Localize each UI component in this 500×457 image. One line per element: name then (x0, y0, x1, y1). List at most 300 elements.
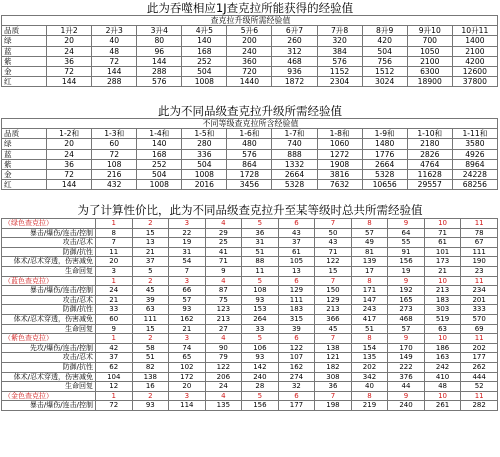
table-row (2, 353, 498, 363)
value-cell: 8 (96, 228, 133, 238)
value-cell: 376 (388, 372, 425, 382)
level-header: 10 (424, 219, 461, 229)
value-cell: 142 (242, 362, 279, 372)
table-row (2, 362, 498, 372)
value-cell: 72 (96, 401, 133, 411)
value-cell: 21 (424, 266, 461, 276)
value-cell: 78 (461, 228, 498, 238)
table-row (2, 305, 498, 315)
value-cell: 282 (461, 401, 498, 411)
value-cell: 29 (205, 228, 242, 238)
value-cell: 22 (169, 228, 206, 238)
value-cell: 55 (388, 238, 425, 248)
level-header: 2 (132, 219, 169, 229)
level-header: 9 (388, 219, 425, 229)
table-row (2, 36, 498, 46)
value-cell: 4200 (452, 56, 497, 66)
value-cell: 240 (388, 401, 425, 411)
value-cell: 168 (182, 46, 227, 56)
value-cell: 3024 (362, 77, 407, 87)
value-cell: 576 (227, 149, 272, 159)
level-header: 2 (132, 334, 169, 344)
value-cell: 7 (96, 238, 133, 248)
column-header: 1-2和 (47, 129, 92, 139)
value-cell: 106 (242, 343, 279, 353)
value-cell: 3456 (227, 180, 272, 190)
value-cell: 20 (47, 139, 92, 149)
value-cell: 93 (242, 295, 279, 305)
table-row (2, 159, 498, 169)
group-name: （紫色查克拉） (2, 334, 96, 344)
table-row (2, 401, 498, 411)
value-cell: 72 (47, 67, 92, 77)
value-cell: 91 (388, 247, 425, 257)
value-cell: 261 (424, 401, 461, 411)
value-cell: 1480 (362, 139, 407, 149)
column-header: 8升9 (362, 26, 407, 36)
stat-label: 攻击/忍术 (2, 295, 96, 305)
value-cell: 150 (315, 286, 352, 296)
value-cell: 24 (205, 382, 242, 392)
value-cell: 2180 (407, 139, 452, 149)
value-cell: 11 (242, 266, 279, 276)
value-cell: 156 (242, 401, 279, 411)
value-cell: 52 (461, 382, 498, 392)
value-cell: 366 (315, 314, 352, 324)
value-cell: 129 (278, 286, 315, 296)
level-header: 3 (169, 334, 206, 344)
level-header: 6 (278, 219, 315, 229)
value-cell: 156 (388, 257, 425, 267)
value-cell: 102 (169, 362, 206, 372)
value-cell: 576 (317, 56, 362, 66)
stat-label: 生命回复 (2, 266, 96, 276)
value-cell: 740 (272, 139, 317, 149)
value-cell: 17 (351, 266, 388, 276)
value-cell: 2664 (362, 159, 407, 169)
group-header-row (2, 391, 498, 401)
value-cell: 139 (351, 257, 388, 267)
column-header: 6升7 (272, 26, 317, 36)
value-cell: 308 (315, 372, 352, 382)
value-cell: 7 (169, 266, 206, 276)
table-row (2, 257, 498, 267)
total-exp-table (1, 218, 498, 411)
value-cell: 1908 (317, 159, 362, 169)
value-cell: 79 (205, 353, 242, 363)
value-cell: 33 (96, 305, 133, 315)
value-cell: 165 (388, 295, 425, 305)
group-name: （蓝色查克拉） (2, 276, 96, 286)
value-cell: 8964 (452, 159, 497, 169)
value-cell: 222 (388, 362, 425, 372)
value-cell: 1060 (317, 139, 362, 149)
value-cell: 111 (278, 295, 315, 305)
level-header: 9 (388, 276, 425, 286)
value-cell: 11628 (407, 170, 452, 180)
value-cell: 37 (278, 238, 315, 248)
group-header-row (2, 276, 498, 286)
value-cell: 280 (182, 139, 227, 149)
value-cell: 3816 (317, 170, 362, 180)
value-cell: 29557 (407, 180, 452, 190)
value-cell: 13 (132, 238, 169, 248)
section2-title: 此为不同品级查克拉升级所需经验值 (158, 104, 342, 118)
value-cell: 43 (278, 228, 315, 238)
value-cell: 21 (169, 324, 206, 334)
value-cell: 444 (461, 372, 498, 382)
column-header: 1-9和 (362, 129, 407, 139)
value-cell: 864 (227, 159, 272, 169)
level-header: 8 (351, 276, 388, 286)
value-cell: 51 (132, 353, 169, 363)
value-cell: 71 (205, 257, 242, 267)
table-row (2, 238, 498, 248)
table-row (2, 149, 498, 159)
value-cell: 288 (92, 77, 137, 87)
value-cell: 1272 (317, 149, 362, 159)
value-cell: 182 (315, 362, 352, 372)
table-row (2, 372, 498, 382)
value-cell: 57 (351, 228, 388, 238)
table-row (2, 295, 498, 305)
value-cell: 333 (461, 305, 498, 315)
value-cell: 720 (227, 67, 272, 77)
section3-title: 为了计算性价比，此为不同品级查克拉升至某等级时总共所需经验值 (77, 203, 423, 217)
value-cell: 288 (137, 67, 182, 77)
value-cell: 240 (227, 46, 272, 56)
value-cell: 213 (424, 286, 461, 296)
level-header: 6 (278, 334, 315, 344)
value-cell: 183 (278, 305, 315, 315)
value-cell: 40 (351, 382, 388, 392)
level-header: 7 (315, 391, 352, 401)
value-cell: 41 (205, 247, 242, 257)
level-header: 4 (205, 219, 242, 229)
value-cell: 93 (132, 401, 169, 411)
value-cell: 20 (169, 382, 206, 392)
column-header: 1-6和 (227, 129, 272, 139)
table-row (2, 343, 498, 353)
table-row (2, 286, 498, 296)
quality-cell: 金 (2, 170, 47, 180)
value-cell: 90 (205, 343, 242, 353)
level-header: 10 (424, 276, 461, 286)
value-cell: 171 (351, 286, 388, 296)
value-cell: 129 (315, 295, 352, 305)
level-header: 11 (461, 219, 498, 229)
value-cell: 19 (169, 238, 206, 248)
table-row (2, 56, 498, 66)
value-cell: 480 (227, 139, 272, 149)
value-cell: 4764 (407, 159, 452, 169)
value-cell: 177 (278, 401, 315, 411)
value-cell: 504 (182, 67, 227, 77)
value-cell: 183 (424, 295, 461, 305)
stat-label: 体术/忍术穿透，伤害减免 (2, 257, 96, 267)
value-cell: 1728 (227, 170, 272, 180)
level-header: 3 (169, 391, 206, 401)
table-row (2, 139, 498, 149)
value-cell: 384 (317, 46, 362, 56)
value-cell: 74 (169, 343, 206, 353)
value-cell: 202 (351, 362, 388, 372)
column-header: 品质 (2, 129, 47, 139)
value-cell: 39 (278, 324, 315, 334)
value-cell: 13 (278, 266, 315, 276)
value-cell: 240 (242, 372, 279, 382)
value-cell: 144 (92, 67, 137, 77)
value-cell: 72 (92, 149, 137, 159)
value-cell: 60 (96, 314, 133, 324)
value-cell: 9 (205, 266, 242, 276)
level-header: 3 (169, 276, 206, 286)
value-cell: 186 (424, 343, 461, 353)
level-header: 11 (461, 391, 498, 401)
value-cell: 108 (242, 286, 279, 296)
value-cell: 24 (47, 149, 92, 159)
value-cell: 122 (315, 257, 352, 267)
stat-label: 先攻/爆伤/连击/控制 (2, 343, 96, 353)
value-cell: 21 (96, 295, 133, 305)
value-cell: 162 (169, 314, 206, 324)
value-cell: 93 (242, 353, 279, 363)
stat-label: 防御/抗性 (2, 247, 96, 257)
value-cell: 31 (242, 238, 279, 248)
exp-sum-caption: 不同等级查克拉所含经验值 (2, 119, 498, 129)
level-header: 5 (242, 219, 279, 229)
value-cell: 28 (242, 382, 279, 392)
value-cell: 213 (315, 305, 352, 315)
value-cell: 274 (278, 372, 315, 382)
level-header: 1 (96, 334, 133, 344)
value-cell: 36 (315, 382, 352, 392)
value-cell: 140 (182, 36, 227, 46)
value-cell: 75 (205, 295, 242, 305)
table-row (2, 67, 498, 77)
value-cell: 264 (242, 314, 279, 324)
value-cell: 1008 (182, 170, 227, 180)
level-header: 7 (315, 334, 352, 344)
column-header: 1升2 (47, 26, 92, 36)
table-row (2, 314, 498, 324)
value-cell: 2664 (272, 170, 317, 180)
quality-cell: 红 (2, 77, 47, 87)
stat-label: 攻击/忍术 (2, 238, 96, 248)
value-cell: 213 (205, 314, 242, 324)
value-cell: 43 (315, 238, 352, 248)
value-cell: 93 (169, 305, 206, 315)
value-cell: 67 (461, 238, 498, 248)
value-cell: 135 (205, 401, 242, 411)
value-cell: 149 (388, 353, 425, 363)
exp-gain-caption: 查克拉升级所需经验值 (2, 16, 498, 26)
value-cell: 153 (242, 305, 279, 315)
level-header: 2 (132, 391, 169, 401)
value-cell: 192 (388, 286, 425, 296)
value-cell: 37 (132, 257, 169, 267)
column-header: 5升6 (227, 26, 272, 36)
value-cell: 504 (137, 170, 182, 180)
value-cell: 700 (407, 36, 452, 46)
value-cell: 63 (424, 324, 461, 334)
value-cell: 96 (137, 46, 182, 56)
column-header: 1-5和 (182, 129, 227, 139)
value-cell: 66 (169, 286, 206, 296)
stat-label: 防御/抗性 (2, 362, 96, 372)
table-row (2, 324, 498, 334)
value-cell: 64 (388, 228, 425, 238)
level-header: 10 (424, 334, 461, 344)
value-cell: 504 (182, 159, 227, 169)
level-header: 9 (388, 391, 425, 401)
value-cell: 2826 (407, 149, 452, 159)
value-cell: 1872 (272, 77, 317, 87)
column-header: 品质 (2, 26, 47, 36)
value-cell: 82 (132, 362, 169, 372)
quality-cell: 金 (2, 67, 47, 77)
level-header: 4 (205, 276, 242, 286)
value-cell: 242 (424, 362, 461, 372)
exp-sum-table (1, 118, 498, 190)
level-header: 6 (278, 276, 315, 286)
value-cell: 32 (278, 382, 315, 392)
stat-label: 暴击/爆伤/连击/控制 (2, 286, 96, 296)
value-cell: 5328 (272, 180, 317, 190)
value-cell: 320 (317, 36, 362, 46)
level-header: 5 (242, 276, 279, 286)
value-cell: 140 (137, 139, 182, 149)
level-header: 11 (461, 334, 498, 344)
value-cell: 273 (388, 305, 425, 315)
value-cell: 173 (424, 257, 461, 267)
value-cell: 65 (169, 353, 206, 363)
value-cell: 45 (132, 286, 169, 296)
value-cell: 168 (137, 149, 182, 159)
value-cell: 336 (182, 149, 227, 159)
value-cell: 15 (132, 228, 169, 238)
level-header: 1 (96, 219, 133, 229)
level-header: 5 (242, 334, 279, 344)
value-cell: 121 (315, 353, 352, 363)
value-cell: 54 (169, 257, 206, 267)
value-cell: 504 (362, 46, 407, 56)
value-cell: 12600 (452, 67, 497, 77)
value-cell: 88 (242, 257, 279, 267)
quality-cell: 蓝 (2, 46, 47, 56)
value-cell: 23 (461, 266, 498, 276)
value-cell: 468 (388, 314, 425, 324)
value-cell: 138 (132, 372, 169, 382)
group-name: （绿色查克拉） (2, 219, 96, 229)
value-cell: 20 (47, 36, 92, 46)
level-header: 8 (351, 334, 388, 344)
level-header: 10 (424, 391, 461, 401)
value-cell: 36 (47, 159, 92, 169)
table-row (2, 228, 498, 238)
value-cell: 60 (92, 139, 137, 149)
value-cell: 62 (96, 362, 133, 372)
column-header: 1-3和 (92, 129, 137, 139)
table-row (2, 170, 498, 180)
value-cell: 3580 (452, 139, 497, 149)
level-header: 7 (315, 219, 352, 229)
value-cell: 200 (227, 36, 272, 46)
column-header: 1-8和 (317, 129, 362, 139)
value-cell: 420 (362, 36, 407, 46)
level-header: 4 (205, 391, 242, 401)
value-cell: 71 (315, 247, 352, 257)
quality-cell: 紫 (2, 56, 47, 66)
level-header: 6 (278, 391, 315, 401)
value-cell: 4926 (452, 149, 497, 159)
value-cell: 138 (315, 343, 352, 353)
stat-label: 体术/忍术穿透，伤害减免 (2, 372, 96, 382)
value-cell: 170 (388, 343, 425, 353)
value-cell: 33 (242, 324, 279, 334)
value-cell: 63 (132, 305, 169, 315)
value-cell: 122 (278, 343, 315, 353)
quality-cell: 绿 (2, 36, 47, 46)
level-header: 5 (242, 391, 279, 401)
value-cell: 1512 (362, 67, 407, 77)
header-row (2, 129, 498, 139)
value-cell: 80 (137, 36, 182, 46)
level-header: 1 (96, 391, 133, 401)
column-header: 1-4和 (137, 129, 182, 139)
value-cell: 37800 (452, 77, 497, 87)
value-cell: 61 (278, 247, 315, 257)
column-header: 1-7和 (272, 129, 317, 139)
value-cell: 1400 (452, 36, 497, 46)
value-cell: 576 (137, 77, 182, 87)
value-cell: 2100 (407, 56, 452, 66)
value-cell: 72 (47, 170, 92, 180)
value-cell: 16 (132, 382, 169, 392)
value-cell: 570 (461, 314, 498, 324)
stat-label: 暴击/爆伤/连击/控制 (2, 228, 96, 238)
quality-cell: 红 (2, 180, 47, 190)
value-cell: 2100 (452, 46, 497, 56)
value-cell: 163 (424, 353, 461, 363)
level-header: 3 (169, 219, 206, 229)
value-cell: 122 (205, 362, 242, 372)
value-cell: 20 (96, 257, 133, 267)
level-header: 8 (351, 219, 388, 229)
value-cell: 61 (424, 238, 461, 248)
table-row (2, 247, 498, 257)
value-cell: 51 (242, 247, 279, 257)
value-cell: 19 (388, 266, 425, 276)
value-cell: 252 (182, 56, 227, 66)
value-cell: 216 (92, 170, 137, 180)
value-cell: 2016 (182, 180, 227, 190)
value-cell: 58 (132, 343, 169, 353)
value-cell: 87 (205, 286, 242, 296)
column-header: 7升8 (317, 26, 362, 36)
column-header: 1-11和 (452, 129, 497, 139)
value-cell: 519 (424, 314, 461, 324)
value-cell: 25 (205, 238, 242, 248)
value-cell: 135 (351, 353, 388, 363)
value-cell: 48 (424, 382, 461, 392)
value-cell: 123 (205, 305, 242, 315)
value-cell: 15 (315, 266, 352, 276)
value-cell: 410 (424, 372, 461, 382)
value-cell: 234 (461, 286, 498, 296)
value-cell: 48 (92, 46, 137, 56)
value-cell: 144 (47, 77, 92, 87)
